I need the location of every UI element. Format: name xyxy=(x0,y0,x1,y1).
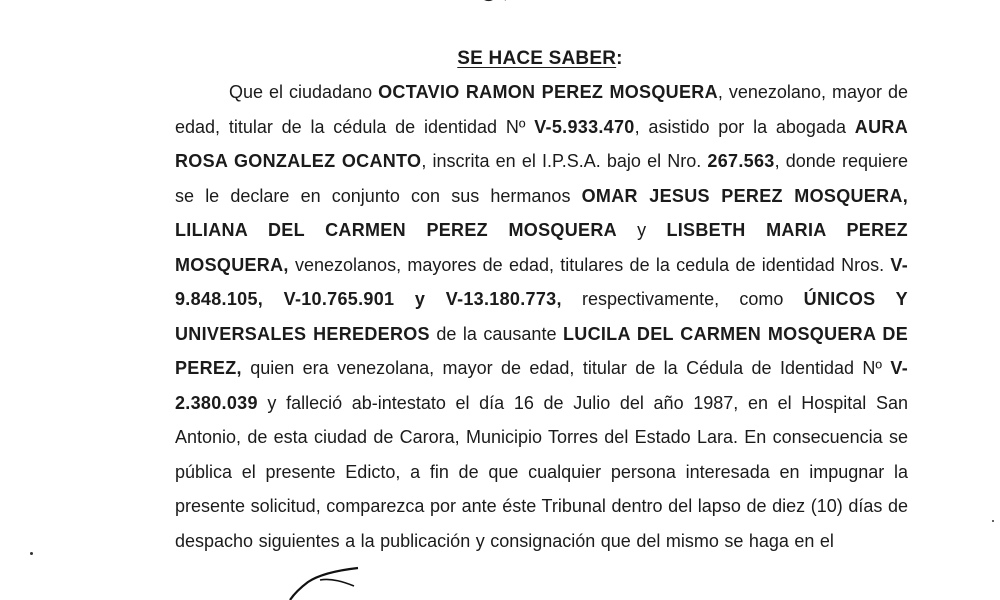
text-segment: venezolanos, mayores de edad, titulares de la cedula de identidad Nros. xyxy=(288,254,891,275)
handwritten-pen-stroke xyxy=(280,560,360,600)
bold-text-segment: OCTAVIO RAMON PEREZ MOSQUERA xyxy=(378,82,718,102)
document-body xyxy=(175,75,908,558)
scan-speck xyxy=(30,552,33,555)
text-segment: , inscrita en el I.P.S.A. bajo el Nro. xyxy=(421,151,708,171)
bold-text-segment: 267.563 xyxy=(707,151,775,171)
text-segment: , venezolano, mayor de edad, titular de la cédula de identidad Nº xyxy=(175,82,908,137)
text-segment: y falleció ab-intestato el día 16 de Julio del año 1987, en el Hospital San Antonio, de esta ciudad de Carora, Municipio Torres del Estado Lara. En consecuencia se pública el presente Edicto, a fin de que cualquier persona interesada en impugnar la presente solicitud, comparezca por ante éste Tribunal dentro del lapso de diez (10) días de despacho siguientes a la publicación y consignación que del mismo se haga en el xyxy=(175,392,908,551)
document-heading xyxy=(0,48,1000,70)
bold-text-segment: LISBETH MARIA PEREZ MOSQUERA, xyxy=(175,220,908,275)
cropped-handwriting-mark xyxy=(478,0,508,4)
heading-colon: : xyxy=(616,48,623,69)
bold-text-segment: LUCILA DEL CARMEN MOSQUERA DE PEREZ, xyxy=(175,323,909,378)
text-segment: y xyxy=(616,220,667,240)
text-segment: Que el ciudadano xyxy=(229,82,379,102)
scan-speck xyxy=(992,520,994,522)
edict-paragraph xyxy=(175,75,908,558)
text-segment: quien era venezolana, mayor de edad, titular de la Cédula de Identidad Nº xyxy=(241,358,891,378)
text-segment: respectivamente, como xyxy=(561,289,804,309)
bold-text-segment: ÚNICOS Y UNIVERSALES HEREDEROS xyxy=(175,289,908,344)
heading-text: SE HACE SABER xyxy=(457,48,617,69)
bold-text-segment: OMAR JESUS PEREZ MOSQUERA, LILIANA DEL CARMEN PEREZ MOSQUERA xyxy=(175,185,908,240)
bold-text-segment: V-9.848.105, V-10.765.901 y V-13.180.773, xyxy=(175,254,908,309)
bold-text-segment: V-5.933.470 xyxy=(534,116,635,137)
text-segment: de la causante xyxy=(429,323,563,344)
bold-text-segment: AURA ROSA GONZALEZ OCANTO xyxy=(175,116,908,171)
text-segment: , asistido por la abogada xyxy=(634,116,855,137)
bold-text-segment: V-2.380.039 xyxy=(175,358,908,413)
text-segment: , donde requiere se le declare en conjunto con sus hermanos xyxy=(175,151,908,206)
